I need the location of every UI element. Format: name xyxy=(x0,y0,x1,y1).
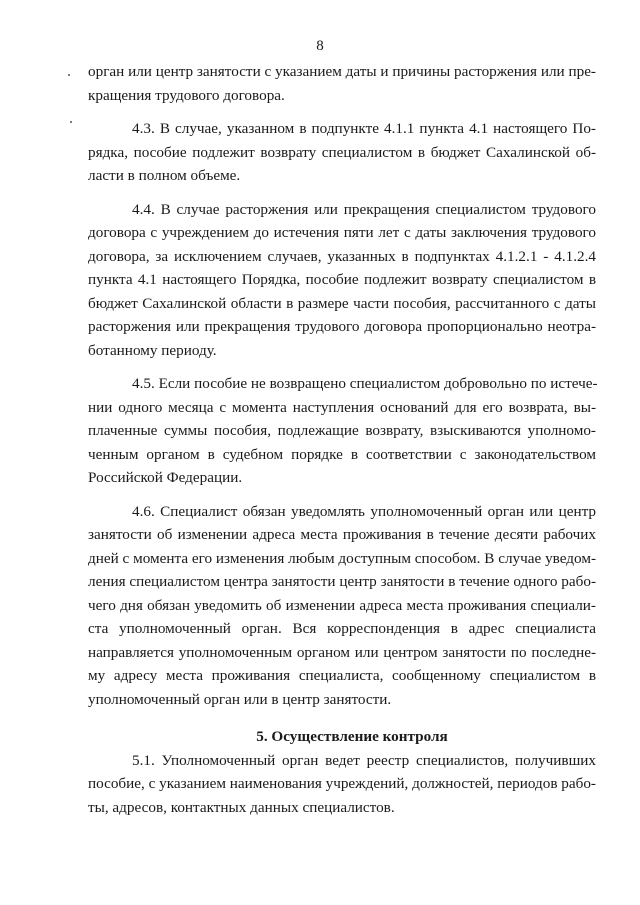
text-line: занятости об изменении адреса места проживания в течение десяти рабочих xyxy=(88,526,596,543)
text-line: договора, за исключением случаев, указанных в подпунктах 4.1.2.1 - 4.1.2.4 xyxy=(88,247,596,265)
section-heading: 5. Осуществление контроля xyxy=(256,728,448,745)
text-line: рядка, пособие подлежит возврату специалистом в бюджет Сахалинской об- xyxy=(88,143,596,161)
text-line: орган или центр занятости с указанием даты и причины расторжения или пре- xyxy=(88,63,596,80)
text-line: ботанному периоду. xyxy=(88,341,217,359)
text-line: ласти в полном объеме. xyxy=(88,167,241,184)
text-line: ченным органом в судебном порядке в соответствии с законодательством xyxy=(88,445,596,463)
text-line: пункта 4.1 настоящего Порядка, пособие подлежит возврату специалистом в xyxy=(88,271,596,288)
text-line: дней с момента его изменения любым доступным способом. В случае уведом- xyxy=(88,549,596,567)
text-line: уполномоченный орган или в центр занятости. xyxy=(88,690,392,708)
paragraph-4-5 xyxy=(88,372,596,490)
paragraph-5-1 xyxy=(88,749,596,820)
page-number: 8 xyxy=(316,38,324,54)
text-line: му адресу места проживания специалиста, сообщенному специалистом в xyxy=(88,667,596,684)
document-body xyxy=(88,60,596,819)
text-line: ты, адресов, контактных данных специалистов. xyxy=(88,798,395,816)
paragraph-4-2-continuation xyxy=(88,60,596,107)
text-line: плаченные суммы пособия, подлежащие возврату, взыскиваются уполномо- xyxy=(88,422,596,439)
text-line: пособие, с указанием наименования учреждений, должностей, периодов рабо- xyxy=(88,775,596,792)
text-line: бюджет Сахалинской области в размере части пособия, рассчитанного с даты xyxy=(88,294,596,312)
text-line: Российской Федерации. xyxy=(88,469,243,486)
text-line: договора с учреждением до истечения пяти лет с даты заключения трудового xyxy=(88,224,596,241)
text-line: 4.6. Специалист обязан уведомлять уполномоченный орган или центр xyxy=(132,502,596,520)
text-line: нии одного месяца с момента наступления оснований для его возврата, вы- xyxy=(88,398,596,416)
text-line: направляется уполномоченным органом или центром занятости по последне- xyxy=(88,643,596,661)
paragraph-4-3 xyxy=(88,117,596,188)
text-line: 4.3. В случае, указанном в подпункте 4.1.1 пункта 4.1 настоящего По- xyxy=(132,120,596,137)
scan-speck xyxy=(68,74,70,76)
paragraph-4-4 xyxy=(88,198,596,363)
text-line: 4.4. В случае расторжения или прекращения специалистом трудового xyxy=(132,200,596,218)
text-line: чего дня обязан уведомить об изменении адреса места проживания специали- xyxy=(88,596,596,614)
text-line: кращения трудового договора. xyxy=(88,86,285,104)
text-line: расторжения или прекращения трудового договора пропорционально неотра- xyxy=(88,318,596,335)
text-line: 5.1. Уполномоченный орган ведет реестр специалистов, получивших xyxy=(132,751,596,769)
paragraph-4-6 xyxy=(88,500,596,712)
text-line: ста уполномоченный орган. Вся корреспонденция в адрес специалиста xyxy=(88,620,596,637)
scan-speck xyxy=(70,121,72,123)
text-line: ления специалистом центра занятости центр занятости в течение одного рабо- xyxy=(88,573,596,590)
text-line: 4.5. Если пособие не возвращено специалистом добровольно по истече- xyxy=(132,375,598,392)
